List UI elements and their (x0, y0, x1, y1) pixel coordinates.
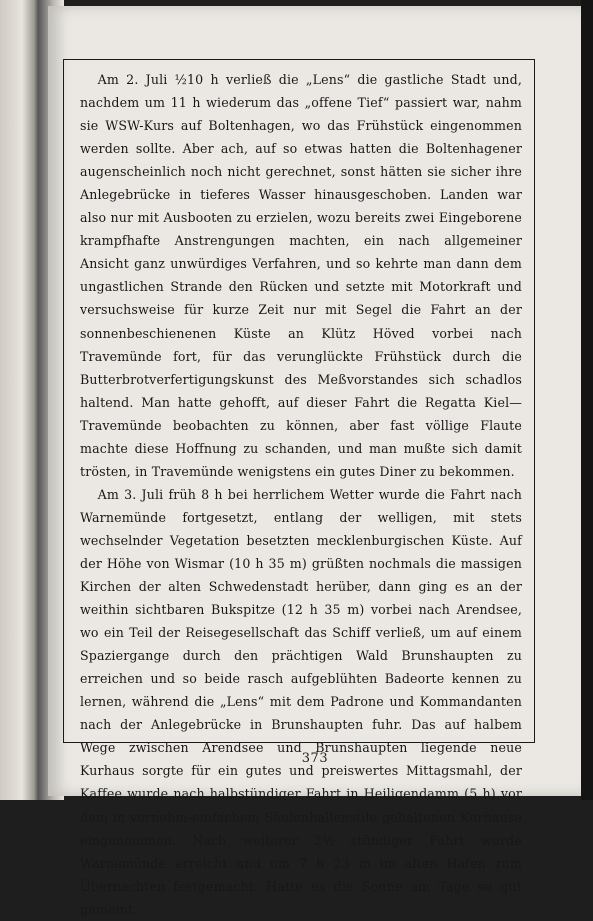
scan-right-edge (581, 0, 593, 800)
paragraph-july-3: Am 3. Juli früh 8 h bei herrlichem Wetter wurde die Fahrt nach Warnemünde fortgesetzt, entlang der welligen, mit stets wechselnder Vegetation besetzten mecklenburgischen Küste. Auf der Höhe von Wismar (10 h 35 m) grüßten nochmals die massigen Kirchen der alten Schwedenstadt herüber, dann ging es an der weithin sichtbaren Bukspitze (12 h 35 m) vorbei nach Arendsee, wo ein Teil der Reisegesellschaft das Schiff verließ, um auf einem Spaziergange durch den prächtigen Wald Brunshaupten zu erreichen und so beide rasch aufgeblühten Badeorte kennen zu lernen, während die „Lens“ mit dem Padrone und Kommandanten nach der Anlegebrücke in Brunshaupten fuhr. Das auf halbem Wege zwischen Arendsee und Brunshaupten liegende neue Kurhaus sorgte für ein gutes und preiswertes Mittagsmahl, der Kaffee wurde nach halbstündiger Fahrt in Heiligendamm (5 h) vor dem in vornehm-einfachem Säulenhallenstile gehaltenen Kurhause eingenommen. Nach weiterer 2½ stündiger Fahrt wurde Warnemünde erreicht und um 7 h 23 m im alten Hafen zum Übernachten festgemacht. Hatte es die Sonne am Tage so gut gemeint, (80, 486, 522, 917)
paragraph-july-2: Am 2. Juli ½10 h verließ die „Lens“ die gastliche Stadt und, nachdem um 11 h wiederum das „offene Tief“ passiert war, nahm sie WSW-Kurs auf Boltenhagen, wo das Frühstück eingenommen werden sollte. Aber ach, auf so etwas hatten die Boltenhagener augenscheinlich noch nicht gerechnet, sonst hätten sie sicher ihre Anlegebrücke in tieferes Wasser hinausgeschoben. Landen war also nur mit Ausbooten zu erzielen, wozu bereits zwei Eingeborene krampfhafte Anstrengungen machten, ein nach allgemeiner Ansicht ganz unwürdiges Verfahren, und so kehrte man dann dem ungastlichen Strande den Rücken und setzte mit Motorkraft und versuchsweise für kurze Zeit nur mit Segel die Fahrt an der sonnenbeschienenen Küste an Klütz Höved vorbei nach Travemünde fort, für das verunglückte Frühstück durch die Butterbrotverfertigungskunst des Meßvorstandes sich schadlos haltend. Man hatte gehofft, auf dieser Fahrt die Regatta Kiel—Travemünde beobachten zu können, aber fast völlige Flaute machte diese Hoffnung zu schanden, und man mußte sich damit trösten, in Travemünde wenigstens ein gutes Diner zu bekommen. (80, 72, 522, 479)
body-text (80, 68, 522, 921)
page-sheet (48, 6, 582, 917)
facing-page-edge (0, 0, 40, 800)
page-number: 373 (301, 751, 329, 766)
